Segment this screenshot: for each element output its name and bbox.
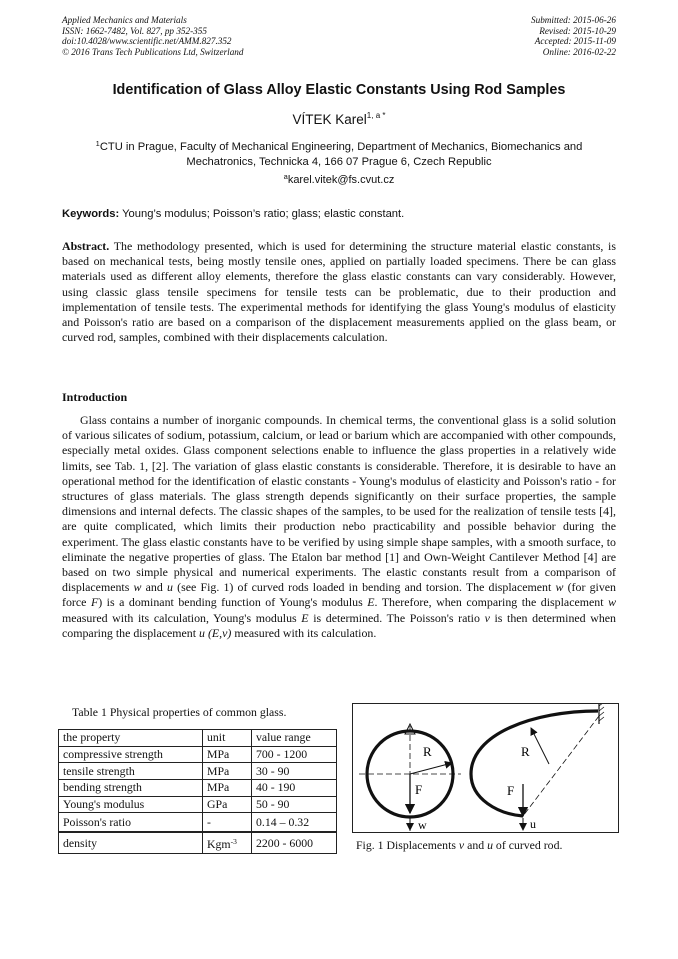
- author-superscript: 1, a *: [366, 111, 386, 120]
- fig-caption-text: of curved rod.: [492, 838, 563, 852]
- table-row: [59, 796, 337, 813]
- keywords-label: Keywords:: [62, 208, 120, 220]
- symbol-v: v: [484, 610, 490, 625]
- figure-caption: [356, 838, 562, 853]
- abstract: [62, 239, 616, 345]
- online-date: Online: 2016-02-22: [542, 46, 616, 57]
- intro-text: is determined. The Poisson's ratio: [308, 610, 485, 625]
- table-cell: bending strength: [59, 780, 203, 797]
- keywords-text: Young’s modulus; Poisson’s ratio; glass; elastic constant.: [119, 208, 405, 220]
- table-header-row: [59, 730, 337, 747]
- intro-text: is then determined when comparing the displacement: [62, 610, 616, 640]
- table-cell: Young's modulus: [59, 796, 203, 813]
- author-name: VÍTEK Karel: [292, 112, 367, 127]
- revised-date: Revised: 2015-10-29: [539, 25, 616, 36]
- label-w: w: [418, 818, 427, 832]
- symbol-w: w: [555, 580, 564, 595]
- table-cell: tensile strength: [59, 763, 203, 780]
- table-cell: 0.14 – 0.32: [252, 813, 337, 832]
- table-cell: 30 - 90: [252, 763, 337, 780]
- intro-text: measured with its calculation.: [231, 625, 377, 640]
- issn-line: ISSN: 1662-7482, Vol. 827, pp 352-355: [62, 25, 207, 36]
- radius-arrow: [531, 728, 549, 764]
- journal-info: [62, 15, 243, 57]
- affiliation: [62, 137, 616, 169]
- symbol-F: F: [90, 595, 99, 610]
- email-text: karel.vitek@fs.cvut.cz: [287, 174, 395, 186]
- symbol-u-E-v: u (E,v): [199, 625, 232, 640]
- radius-arrow: [410, 763, 452, 774]
- paper-title: Identification of Glass Alloy Elastic Constants Using Rod Samples: [112, 82, 566, 98]
- properties-table: [58, 729, 337, 854]
- table-cell: Poisson's ratio: [59, 813, 203, 832]
- table-cell: -: [203, 813, 252, 832]
- author-email: [0, 172, 678, 186]
- figure-1: [352, 703, 619, 833]
- fig-caption-v: v: [458, 838, 465, 852]
- intro-text: (see Fig. 1) of curved rods loaded in bending and torsion. The displacement: [172, 580, 556, 595]
- keywords: [62, 208, 616, 220]
- table-row: [59, 813, 337, 832]
- table-cell: MPa: [203, 780, 252, 797]
- email-superscript: a: [283, 172, 288, 181]
- table-caption: Table 1 Physical properties of common glass.: [72, 705, 287, 719]
- table-cell: MPa: [203, 763, 252, 780]
- fig-caption-text: and: [464, 838, 488, 852]
- label-R: R: [521, 744, 530, 759]
- table-row: [59, 763, 337, 780]
- symbol-w: w: [133, 580, 142, 595]
- fig-caption-u: u: [487, 838, 493, 852]
- journal-name: Applied Mechanics and Materials: [62, 15, 187, 25]
- accepted-date: Accepted: 2015-11-09: [534, 36, 616, 47]
- table-row: [59, 832, 337, 854]
- table-cell: GPa: [203, 796, 252, 813]
- fig-caption-text: Fig. 1 Displacements: [356, 838, 459, 852]
- table-cell: 2200 - 6000: [252, 832, 337, 854]
- symbol-w: w: [608, 595, 616, 610]
- table-row: [59, 746, 337, 763]
- table-cell: density: [59, 832, 203, 854]
- copyright-line: © 2016 Trans Tech Publications Ltd, Switzerland: [62, 46, 244, 57]
- density-unit: Kgm: [207, 837, 231, 852]
- abstract-text: The methodology presented, which is used for determining the structure material elastic constants, is based on mechanical tests, being mostly tensile ones, applied on partially loaded specimens. There be can glass materials used as different alloy elements, therefore the glass elastic constants can vary considerably. However, using classic glass tensile specimens for tensile tests can be problematic, due to their production and implementation of tensile tests. The experimental methods for identifying the glass Young's modulus of elasticity and Poisson's ratio are based on a comparison of the displacement measurements applied on the glass beam, or curved rod, samples, combined with their displacements calculation.: [62, 239, 616, 345]
- header-cell: value range: [252, 730, 337, 747]
- density-unit-exponent: -3: [230, 837, 237, 847]
- header-cell: the property: [59, 730, 203, 747]
- intro-text: and: [141, 580, 168, 595]
- introduction-paragraph: [62, 413, 616, 641]
- symbol-E: E: [367, 595, 375, 610]
- table-cell: 700 - 1200: [252, 746, 337, 763]
- header-cell: unit: [203, 730, 252, 747]
- displacement-diagram: [353, 704, 620, 834]
- label-u: u: [530, 817, 536, 831]
- intro-text: ) is a dominant bending function of Young's modulus: [98, 595, 368, 610]
- table-cell: MPa: [203, 746, 252, 763]
- table-cell: compressive strength: [59, 746, 203, 763]
- doi-line: doi:10.4028/www.scientific.net/AMM.827.352: [62, 36, 232, 47]
- label-F: F: [415, 782, 423, 797]
- chord-line: [523, 716, 599, 816]
- table-cell: 50 - 90: [252, 796, 337, 813]
- affiliation-superscript: 1: [95, 139, 100, 148]
- wall-hatch: [599, 704, 604, 721]
- label-R: R: [423, 744, 432, 759]
- introduction-heading: Introduction: [62, 390, 128, 404]
- intro-text: (for given force: [62, 580, 616, 610]
- label-F: F: [507, 783, 515, 798]
- table-cell: [203, 832, 252, 854]
- submitted-date: Submitted: 2015-06-26: [531, 15, 616, 25]
- affiliation-text: CTU in Prague, Faculty of Mechanical Engineering, Department of Mechanics, Biomechanics and Mechatronics, Technicka 4, 166 07 Prague 6, Czech Republic: [99, 141, 583, 168]
- author-line: [0, 111, 678, 127]
- table-cell: 40 - 190: [252, 780, 337, 797]
- submission-dates: [531, 15, 616, 57]
- intro-text: . Therefore, when comparing the displacement: [374, 595, 609, 610]
- curved-rod: [471, 711, 598, 816]
- symbol-u: u: [167, 580, 173, 595]
- intro-text: Glass contains a number of inorganic compounds. In chemical terms, the conventional glass is a solid solution of various silicates of sodium, potassium, calcium, or lead or barium which are accompanied with other compounds, especially metal oxides. Glass component selections enable to influence the glass properties in a relatively wide limits, see Tab. 1, [2]. The variation of glass elastic constants is considerable. Therefore, it is desirable to have an operational method for the identification of elastic constants - Young's modulus of elasticity and Poisson's ratio - for structures of glass materials. The glass strength depends significantly on their surface properties, the sample dimensions and internal defects. The classic shapes of the samples, to be used for the realization of tensile tests [4], are quite complicated, which limits their production nebo practicability and possible behavior during the experiment. The glass elastic constants have to be verified by using simple shape samples, with a smooth surface, to eliminate the negative properties of glass. The Etalon bar method [1] and Own-Weight Cantilever Method [4] are based on two simple physical and numerical experiments. The elastic constants result from a comparison of displacements: [62, 413, 616, 595]
- intro-text: measured with its calculation, Young's modulus: [62, 610, 302, 625]
- table-row: [59, 780, 337, 797]
- symbol-E: E: [301, 610, 309, 625]
- abstract-label: Abstract.: [62, 239, 110, 253]
